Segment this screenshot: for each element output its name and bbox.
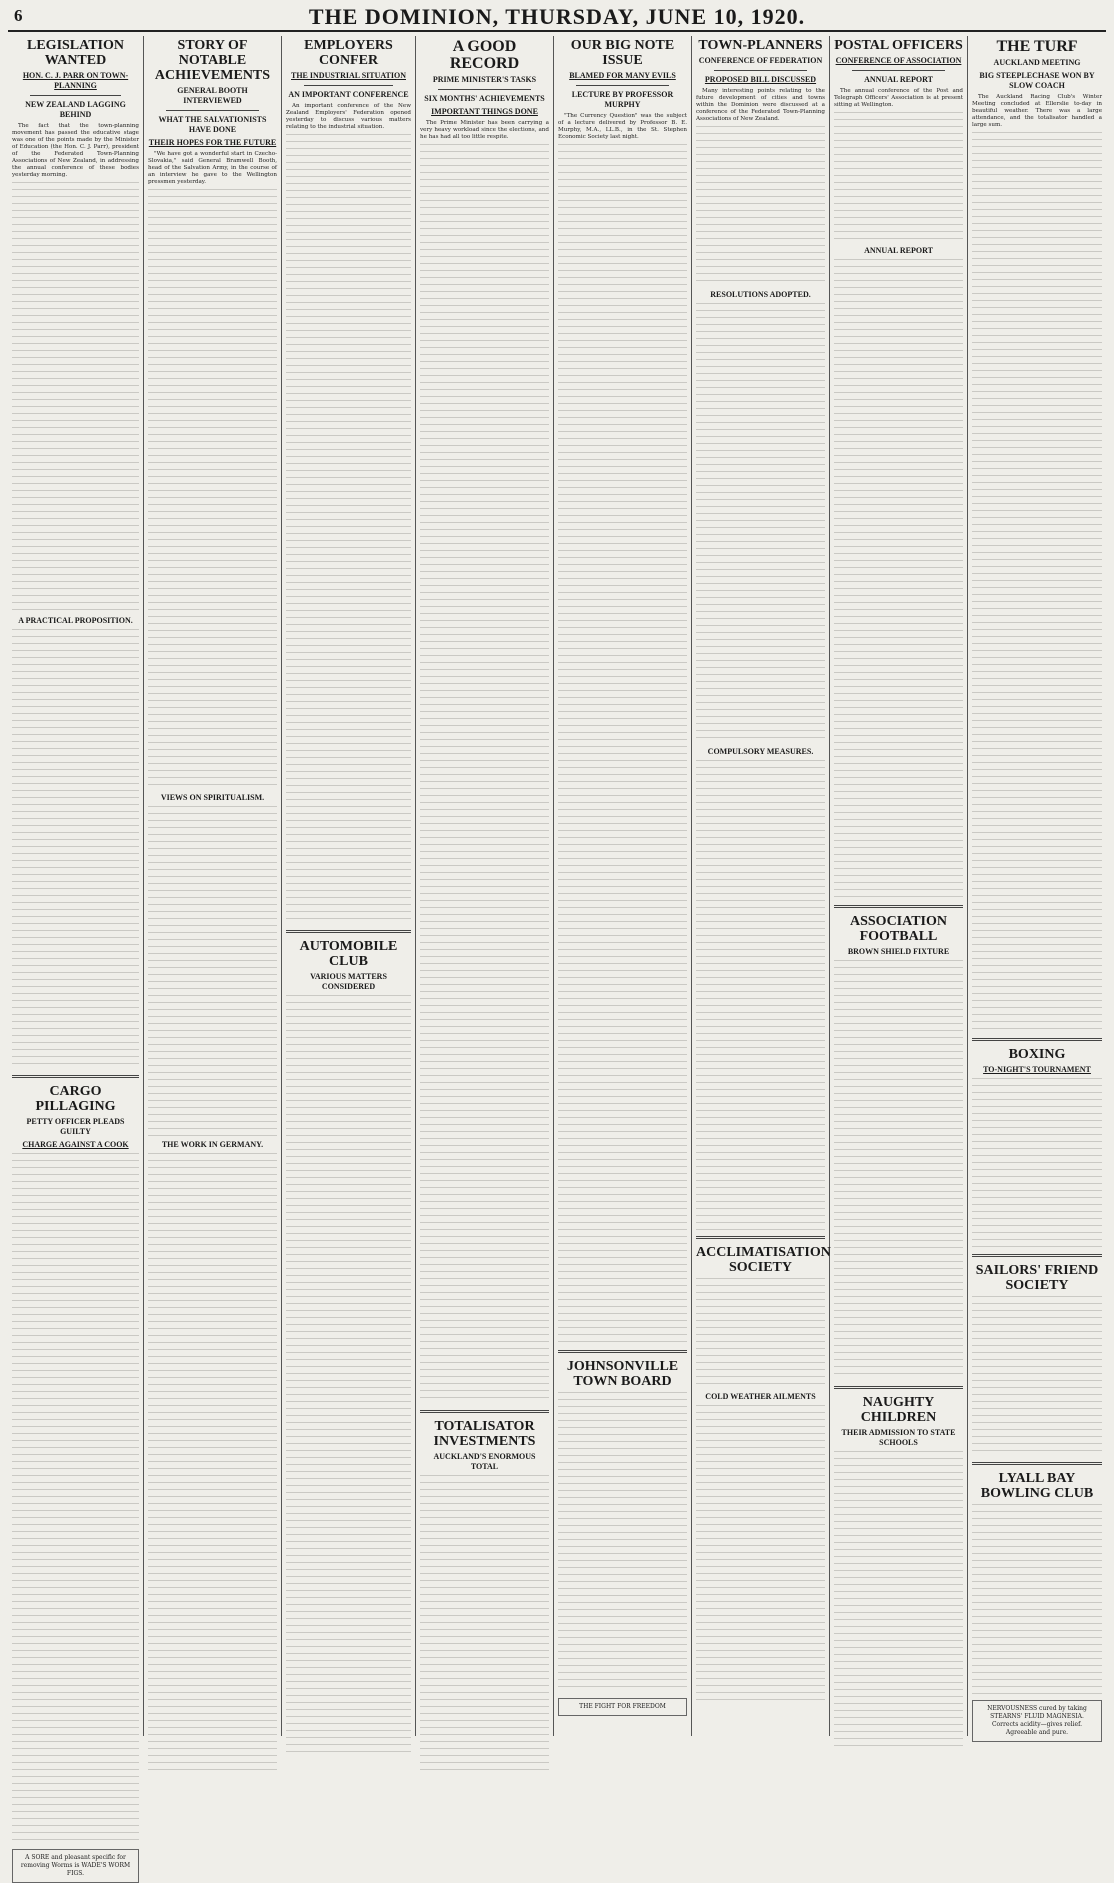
article-lead: The Prime Minister has been carrying a very heavy workload since the elections, and he has had all too little respite. <box>420 120 549 140</box>
subhead: TO-NIGHT'S TOURNAMENT <box>983 1065 1091 1074</box>
masthead-title: THE DOMINION, THURSDAY, JUNE 10, 1920. <box>308 4 806 29</box>
subhead: IMPORTANT THINGS DONE <box>431 107 538 116</box>
headline: LEGISLATION WANTED <box>27 38 124 68</box>
subhead: SIX MONTHS' ACHIEVEMENTS <box>424 94 545 103</box>
headline: BOXING <box>1008 1047 1066 1062</box>
subhead: NEW ZEALAND LAGGING BEHIND <box>25 100 126 119</box>
subhead: VARIOUS MATTERS CONSIDERED <box>310 972 387 991</box>
section-heading: VIEWS ON SPIRITUALISM. <box>160 793 265 802</box>
column-7 <box>830 36 968 1736</box>
subhead: THEIR HOPES FOR THE FUTURE <box>148 138 277 147</box>
article-lead: "The Currency Question" was the subject of a lecture delivered by Professor B. E. Murphy, M.A., LL.B., in the St. Stephen Economic Society last night. <box>558 113 687 140</box>
advertisement: NERVOUSNESS cured by taking STEARNS' FLUID MAGNESIA. Corrects acidity—gives relief. Agreeable and pure. <box>972 1700 1102 1742</box>
subhead: PRIME MINISTER'S TASKS <box>432 75 537 84</box>
headline: TOWN-PLANNERS <box>698 38 823 53</box>
headline: NAUGHTY CHILDREN <box>860 1395 937 1425</box>
section-heading: COMPULSORY MEASURES. <box>707 747 814 756</box>
headline: CARGO PILLAGING <box>35 1084 116 1114</box>
section-heading: THE WORK IN GERMANY. <box>161 1140 264 1149</box>
subhead: GENERAL BOOTH INTERVIEWED <box>177 86 248 105</box>
subhead: CHARGE AGAINST A COOK <box>22 1140 129 1149</box>
subhead: AUCKLAND MEETING <box>993 58 1081 67</box>
article-lead: An important conference of the New Zealand Employers' Federation opened yesterday to discuss various matters relating to the industrial situation. <box>286 103 411 130</box>
column-3 <box>282 36 416 1736</box>
column-2 <box>144 36 282 1736</box>
headline: POSTAL OFFICERS <box>834 38 963 53</box>
article-lead: "We have got a wonderful start in Czecho-Slovakia," said General Bramwell Booth, head of the Salvation Army, in the course of an interview he gave to the Wellington pressmen yesterday. <box>148 151 277 185</box>
headline: THE TURF <box>996 38 1078 55</box>
columns <box>8 36 1106 1877</box>
section-heading: RESOLUTIONS ADOPTED. <box>710 290 811 299</box>
headline: SAILORS' FRIEND SOCIETY <box>975 1263 1099 1293</box>
column-6 <box>692 36 830 1736</box>
headline: ASSOCIATION FOOTBALL <box>850 914 947 944</box>
section-heading: ANNUAL REPORT <box>864 246 933 255</box>
headline: AUTOMOBILE CLUB <box>299 939 398 969</box>
article-lead: Many interesting points relating to the future development of cities and towns within the Dominion were discussed at a conference of the Federated Town-Planning Associations of New Zealand. <box>696 88 825 122</box>
subhead: WHAT THE SALVATIONISTS HAVE DONE <box>158 115 267 134</box>
subhead: PROPOSED BILL DISCUSSED <box>704 75 817 84</box>
subhead: CONFERENCE OF FEDERATION <box>698 56 823 65</box>
subhead: AUCKLAND'S ENORMOUS TOTAL <box>433 1452 536 1471</box>
subhead: COLD WEATHER AILMENTS <box>705 1392 816 1401</box>
subhead: THE INDUSTRIAL SITUATION <box>291 71 406 80</box>
headline: TOTALISATOR INVESTMENTS <box>433 1419 536 1449</box>
subhead: AN IMPORTANT CONFERENCE <box>288 90 409 99</box>
headline: STORY OF NOTABLE ACHIEVEMENTS <box>154 38 271 83</box>
headline: A GOOD RECORD <box>449 38 520 72</box>
headline: JOHNSONVILLE TOWN BOARD <box>566 1359 679 1389</box>
advertisement: THE FIGHT FOR FREEDOM <box>558 1698 687 1716</box>
section-heading: A PRACTICAL PROPOSITION. <box>18 616 133 625</box>
subhead: ANNUAL REPORT <box>864 75 933 84</box>
article-lead: The fact that the town-planning movement has passed the educative stage was one of the points made by the Minister of Education (the Hon. C. J. Parr), president of the Federated Town-Planning Associations of New Zealand, in addressing the annual conference of these bodies yesterday morning. <box>12 123 139 178</box>
column-8 <box>968 36 1106 1736</box>
headline: OUR BIG NOTE ISSUE <box>570 38 675 68</box>
subhead: BLAMED FOR MANY EVILS <box>569 71 676 80</box>
subhead: PETTY OFFICER PLEADS GUILTY <box>26 1117 125 1136</box>
column-4 <box>416 36 554 1736</box>
headline: EMPLOYERS CONFER <box>304 38 393 68</box>
column-1 <box>8 36 144 1877</box>
subhead: BROWN SHIELD FIXTURE <box>847 947 950 956</box>
column-5 <box>554 36 692 1736</box>
masthead <box>8 4 1106 32</box>
subhead: THEIR ADMISSION TO STATE SCHOOLS <box>841 1428 956 1447</box>
subhead: CONFERENCE OF ASSOCIATION <box>835 56 962 65</box>
advertisement: A SORE and pleasant specific for removing Worms is WADE'S WORM FIGS. <box>12 1849 139 1883</box>
page-number: 6 <box>14 6 23 25</box>
subhead: LECTURE BY PROFESSOR MURPHY <box>571 90 674 109</box>
subhead: HON. C. J. PARR ON TOWN-PLANNING <box>22 71 129 90</box>
article-lead: The annual conference of the Post and Telegraph Officers' Association is at present sitting at Wellington. <box>834 88 963 108</box>
headline: ACCLIMATISATION SOCIETY <box>696 1245 831 1275</box>
headline: LYALL BAY BOWLING CLUB <box>980 1471 1094 1501</box>
subhead: BIG STEEPLECHASE WON BY SLOW COACH <box>979 71 1095 90</box>
article-lead: The Auckland Racing Club's Winter Meeting concluded at Ellerslie to-day in beautiful weather. There was a large attendance, and the totalisator handled a large sum. <box>972 94 1102 128</box>
